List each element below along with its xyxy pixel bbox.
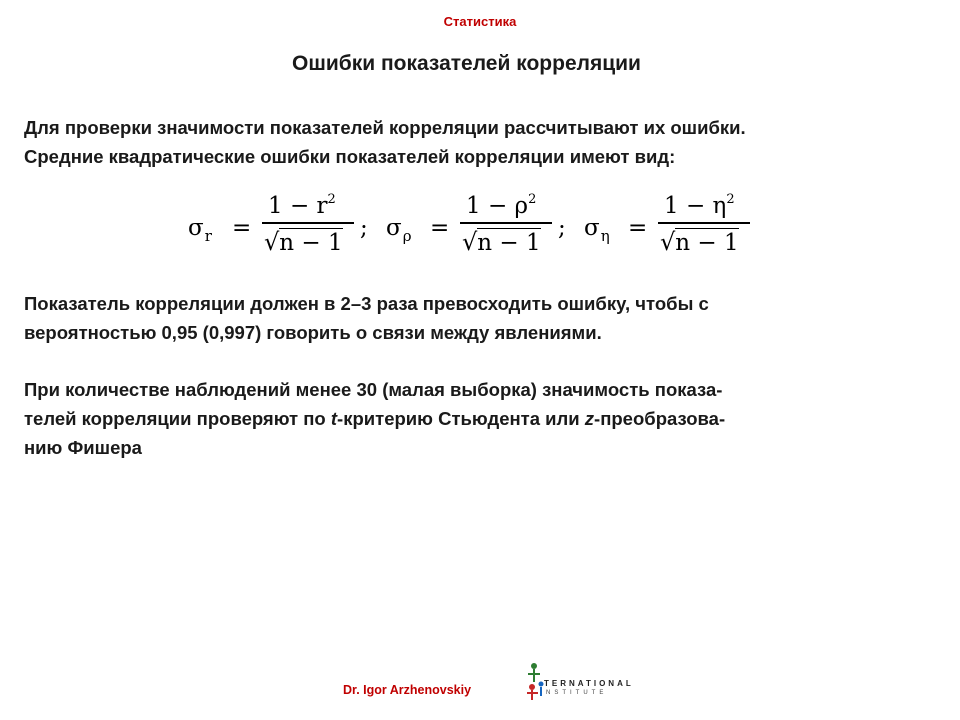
fraction-bar — [658, 222, 750, 224]
sigma-subscript: r — [204, 227, 212, 245]
fraction-bar — [262, 222, 354, 224]
equals-sign: = — [430, 215, 450, 241]
significance-line-1: Показатель корреляции должен в 2–3 раза превосходить ошибку, чтобы с — [24, 293, 709, 314]
radicand: n − 1 — [675, 230, 739, 256]
logo-subtext: NSTITUTE — [546, 690, 608, 696]
sigma-subscript: η — [600, 227, 610, 245]
page-title: Ошибки показателей корреляции — [292, 52, 641, 75]
small-sample-line-2: телей корреляции проверяют по t-критерию Стьюдента или z-преобразова- — [24, 408, 726, 429]
intro-line-1: Для проверки значимости показателей корреляции рассчитывают их ошибки. — [24, 117, 746, 138]
radical-icon: √ — [660, 228, 676, 256]
denominator — [660, 228, 739, 256]
equals-sign: = — [628, 215, 648, 241]
sigma-symbol: $\sigma_\rho$ — [386, 215, 412, 245]
fraction-bar — [460, 222, 552, 224]
small-sample-line-1: При количестве наблюдений менее 30 (малая выборка) значимость показа- — [24, 379, 723, 400]
radicand: n − 1 — [477, 230, 541, 256]
sigma-symbol: $\sigma_\eta$ — [584, 215, 610, 245]
denominator — [462, 228, 541, 256]
numerator: $1 - r^2$ — [268, 192, 336, 219]
power: 2 — [327, 192, 336, 207]
logo-text: TERNATIONAL — [544, 679, 634, 688]
t-variable: t — [330, 408, 338, 429]
power: 2 — [528, 192, 537, 207]
intro-line-2: Средние квадратические ошибки показателей корреляции имеют вид: — [24, 146, 676, 167]
power: 2 — [726, 192, 735, 207]
radical-icon: √ — [264, 228, 280, 256]
equals-sign: = — [232, 215, 252, 241]
sigma-subscript: ρ — [402, 227, 412, 245]
z-variable: z — [584, 408, 595, 429]
small-sample-line-3: нию Фишера — [24, 437, 142, 458]
numerator: $1 - \rho^2$ — [466, 192, 537, 219]
significance-paragraph — [24, 289, 954, 347]
radical-icon: √ — [462, 228, 478, 256]
sigma-symbol: $\sigma_r$ — [188, 215, 212, 245]
denominator — [264, 228, 343, 256]
subject-header: Статистика — [443, 14, 517, 29]
separator: ; — [558, 215, 566, 241]
radicand: n − 1 — [279, 230, 343, 256]
author-name: Dr. Igor Arzhenovskiy — [343, 683, 472, 697]
separator: ; — [360, 215, 368, 241]
significance-line-2: вероятностью 0,95 (0,997) говорить о связи между явлениями. — [24, 322, 602, 343]
numerator: $1 - \eta^2$ — [664, 192, 735, 219]
intro-paragraph — [24, 113, 954, 171]
institute-logo — [524, 660, 634, 710]
small-sample-paragraph — [24, 375, 954, 462]
formula-row — [188, 188, 768, 268]
